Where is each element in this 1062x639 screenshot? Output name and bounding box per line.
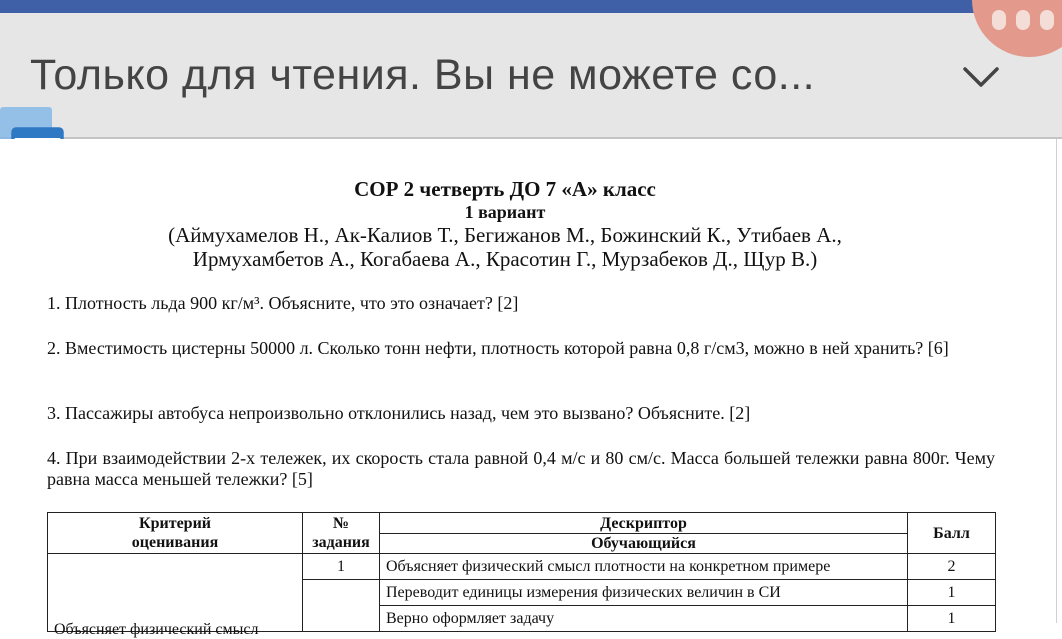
table-row	[48, 554, 996, 580]
students-line: Ирмухамбетов А., Когабаева А., Красотин Г., Мурзабеков Д., Щур В.)	[192, 247, 818, 271]
descriptor-cell: Верно оформляет задачу	[380, 606, 908, 632]
descriptor-cell: Объясняет физический смысл плотности на конкретном примере	[380, 554, 908, 580]
readonly-banner	[0, 13, 1062, 139]
avatar-dot	[992, 10, 1006, 30]
descriptor-cell: Переводит единицы измерения физических величин в СИ	[380, 580, 908, 606]
task-number-cell: 1	[303, 554, 380, 580]
document-page	[0, 139, 1057, 638]
score-cell: 1	[908, 580, 996, 606]
descriptor-header: Дескриптор	[380, 513, 908, 534]
variant-label: 1 вариант	[464, 202, 546, 222]
avatar-dot	[1040, 10, 1054, 30]
readonly-banner-title: Только для чтения. Вы не можете со...	[30, 51, 816, 99]
question-4: 4. При взаимодействии 2-х тележек, их скорость стала равной 0,4 м/с и 80 см/с. Масса большей тележки равна 800г. Чему равна масса меньшей тележки? [5]	[47, 448, 995, 489]
task-number-header-line: №	[332, 515, 350, 532]
score-cell: 1	[908, 606, 996, 632]
document-title: СОР 2 четверть ДО 7 «А» класс	[354, 177, 656, 201]
score-cell: 2	[908, 554, 996, 580]
task-number-header	[303, 513, 380, 554]
task-number-cell	[303, 580, 380, 632]
chevron-down-icon[interactable]	[962, 65, 1000, 89]
question-3: 3. Пассажиры автобуса непроизвольно отклонились назад, чем это вызвано? Объясните. [2]	[47, 403, 751, 423]
status-bar	[0, 0, 1062, 13]
question-2: 2. Вместимость цистерны 50000 л. Сколько тонн нефти, плотность которой равна 0,8 г/см3, можно в ней хранить? [6]	[47, 338, 949, 358]
avatar-dot	[1016, 10, 1030, 30]
criterion-header-line: Критерий	[138, 515, 211, 532]
assessment-table	[47, 512, 996, 638]
learner-header: Обучающийся	[380, 534, 908, 554]
criterion-text: Объясняет физический смысл	[54, 621, 259, 638]
criterion-header-line: оценивания	[131, 534, 219, 551]
question-1: 1. Плотность льда 900 кг/м³. Объясните, что это означает? [2]	[47, 293, 519, 313]
criterion-cell	[48, 554, 303, 638]
students-line: (Аймухамелов Н., Ак-Калиов Т., Бегижанов М., Божинский К., Утибаев А.,	[168, 223, 842, 247]
criterion-header	[48, 513, 303, 554]
task-number-header-line: задания	[312, 534, 370, 551]
score-header: Балл	[908, 513, 996, 554]
